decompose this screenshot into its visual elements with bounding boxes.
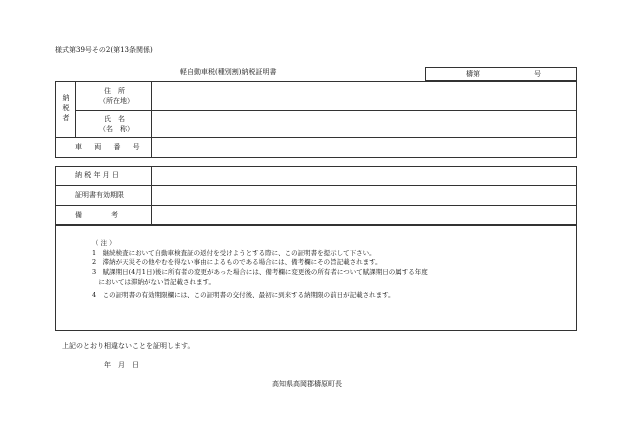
divider [55, 137, 577, 138]
vehicle-number-label: 車 両 番 号 [75, 143, 145, 151]
tax-info-table [55, 166, 577, 225]
address-label: 住 所 [104, 87, 125, 95]
name-sublabel: （名 称） [99, 125, 134, 133]
address-sublabel: （所在地） [99, 97, 134, 105]
divider [151, 166, 152, 225]
divider [55, 185, 577, 186]
issuer-name: 高知県高岡郡檮原町長 [272, 380, 342, 388]
form-number: 様式第39号その2(第13条関係) [55, 46, 153, 54]
note-item: 2 滞納が天災その他やむを得ない事由によるものである場合には、備考欄にその旨記載されます。 [92, 258, 382, 266]
certificate-number-box [425, 67, 577, 81]
note-item: においては滞納がない旨記載されます。 [92, 278, 215, 286]
divider [75, 110, 577, 111]
number-prefix: 檮第 [466, 70, 480, 78]
number-suffix: 号 [534, 70, 541, 78]
note-item: 3 賦課期日(4月1日)後に所有者の変更があった場合には、備考欄に変更後の所有者について賦課期日の属する年度 [92, 268, 428, 276]
tax-payment-date-label: 納 税 年 月 日 [75, 171, 119, 179]
validity-period-label: 証明書有効期限 [75, 191, 124, 199]
notes-heading: （ 注 ） [92, 239, 116, 247]
note-item: 4 この証明書の有効期限欄には、この証明書の交付後、最初に到来する納期限の前日が記載されます。 [92, 291, 395, 299]
divider [151, 81, 152, 158]
divider [55, 205, 577, 206]
remarks-label: 備 考 [75, 211, 123, 219]
certification-statement: 上記のとおり相違ないことを証明します。 [62, 342, 195, 350]
document-title: 軽自動車税(種別割)納税証明書 [180, 68, 277, 76]
date-line: 年 月 日 [104, 361, 139, 369]
name-label: 氏 名 [104, 115, 125, 123]
taxpayer-group-label: 納税者 [62, 94, 70, 124]
divider [75, 81, 76, 137]
note-item: 1 継続検査において自動車検査証の返付を受けようとする際に、この証明書を提示して下さい。 [92, 249, 376, 257]
